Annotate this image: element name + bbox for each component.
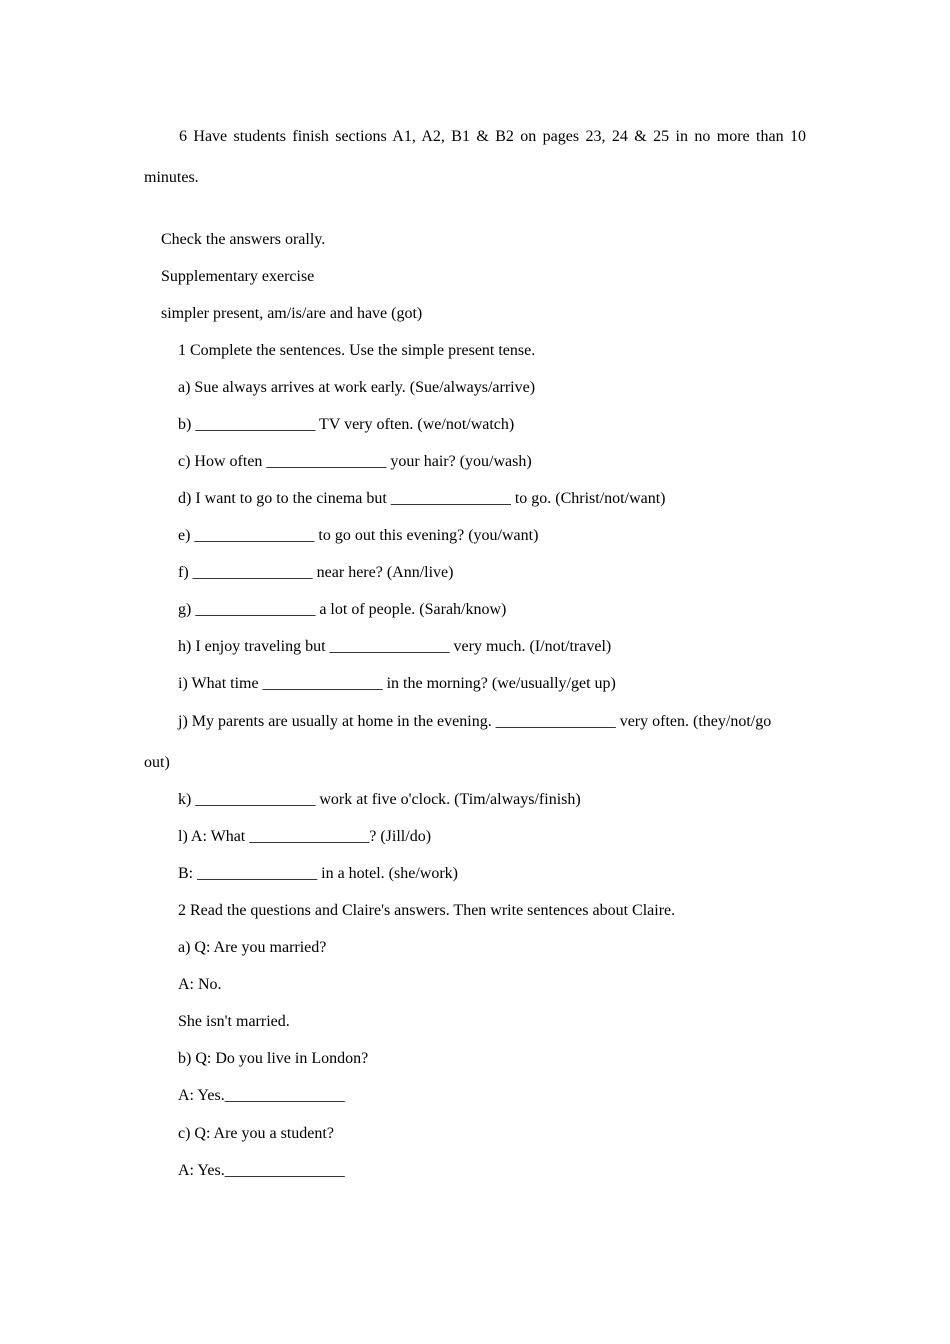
exercise2-item-c-question: c) Q: Are you a student? — [178, 1125, 334, 1142]
exercise1-item-d: d) I want to go to the cinema but _______________ to go. (Christ/not/want) — [178, 490, 666, 507]
exercise1-item-b: b) _______________ TV very often. (we/not/watch) — [178, 416, 515, 433]
exercise1-item-j-line-2: out) — [144, 754, 170, 771]
exercise2-instruction: 2 Read the questions and Claire's answers. Then write sentences about Claire. — [178, 902, 676, 919]
exercise1-item-l-answer: B: _______________ in a hotel. (she/work) — [178, 865, 458, 882]
exercise2-item-a-question: a) Q: Are you married? — [178, 939, 327, 956]
exercise1-item-c: c) How often _______________ your hair? (you/wash) — [178, 453, 532, 470]
exercise1-item-l: l) A: What _______________? (Jill/do) — [178, 828, 432, 845]
intro-line-2: minutes. — [144, 169, 199, 186]
exercise1-item-k: k) _______________ work at five o'clock. (Tim/always/finish) — [178, 791, 581, 808]
exercise1-item-j-line-1: j) My parents are usually at home in the evening. _______________ very often. (they/not/go — [178, 713, 772, 730]
check-answers-text: Check the answers orally. — [161, 231, 326, 248]
exercise1-item-i: i) What time _______________ in the morning? (we/usually/get up) — [178, 675, 616, 692]
exercise1-item-a: a) Sue always arrives at work early. (Sue/always/arrive) — [178, 379, 536, 396]
supplementary-title: Supplementary exercise — [161, 268, 315, 285]
exercise2-item-c-answer: A: Yes._______________ — [178, 1162, 345, 1179]
exercise1-item-f: f) _______________ near here? (Ann/live) — [178, 564, 454, 581]
exercise1-instruction: 1 Complete the sentences. Use the simple present tense. — [178, 342, 536, 359]
exercise1-item-e: e) _______________ to go out this evening? (you/want) — [178, 527, 539, 544]
exercise2-item-a-answer: A: No. — [178, 976, 222, 993]
exercise1-item-h: h) I enjoy traveling but _______________ very much. (I/not/travel) — [178, 638, 612, 655]
topic-line: simpler present, am/is/are and have (got) — [161, 305, 423, 322]
exercise2-item-a-sentence: She isn't married. — [178, 1013, 290, 1030]
exercise1-item-g: g) _______________ a lot of people. (Sarah/know) — [178, 601, 507, 618]
exercise2-item-b-question: b) Q: Do you live in London? — [178, 1050, 369, 1067]
intro-line-1: 6 Have students finish sections A1, A2, B1 & B2 on pages 23, 24 & 25 in no more than 10 — [179, 128, 806, 145]
exercise2-item-b-answer: A: Yes._______________ — [178, 1087, 345, 1104]
